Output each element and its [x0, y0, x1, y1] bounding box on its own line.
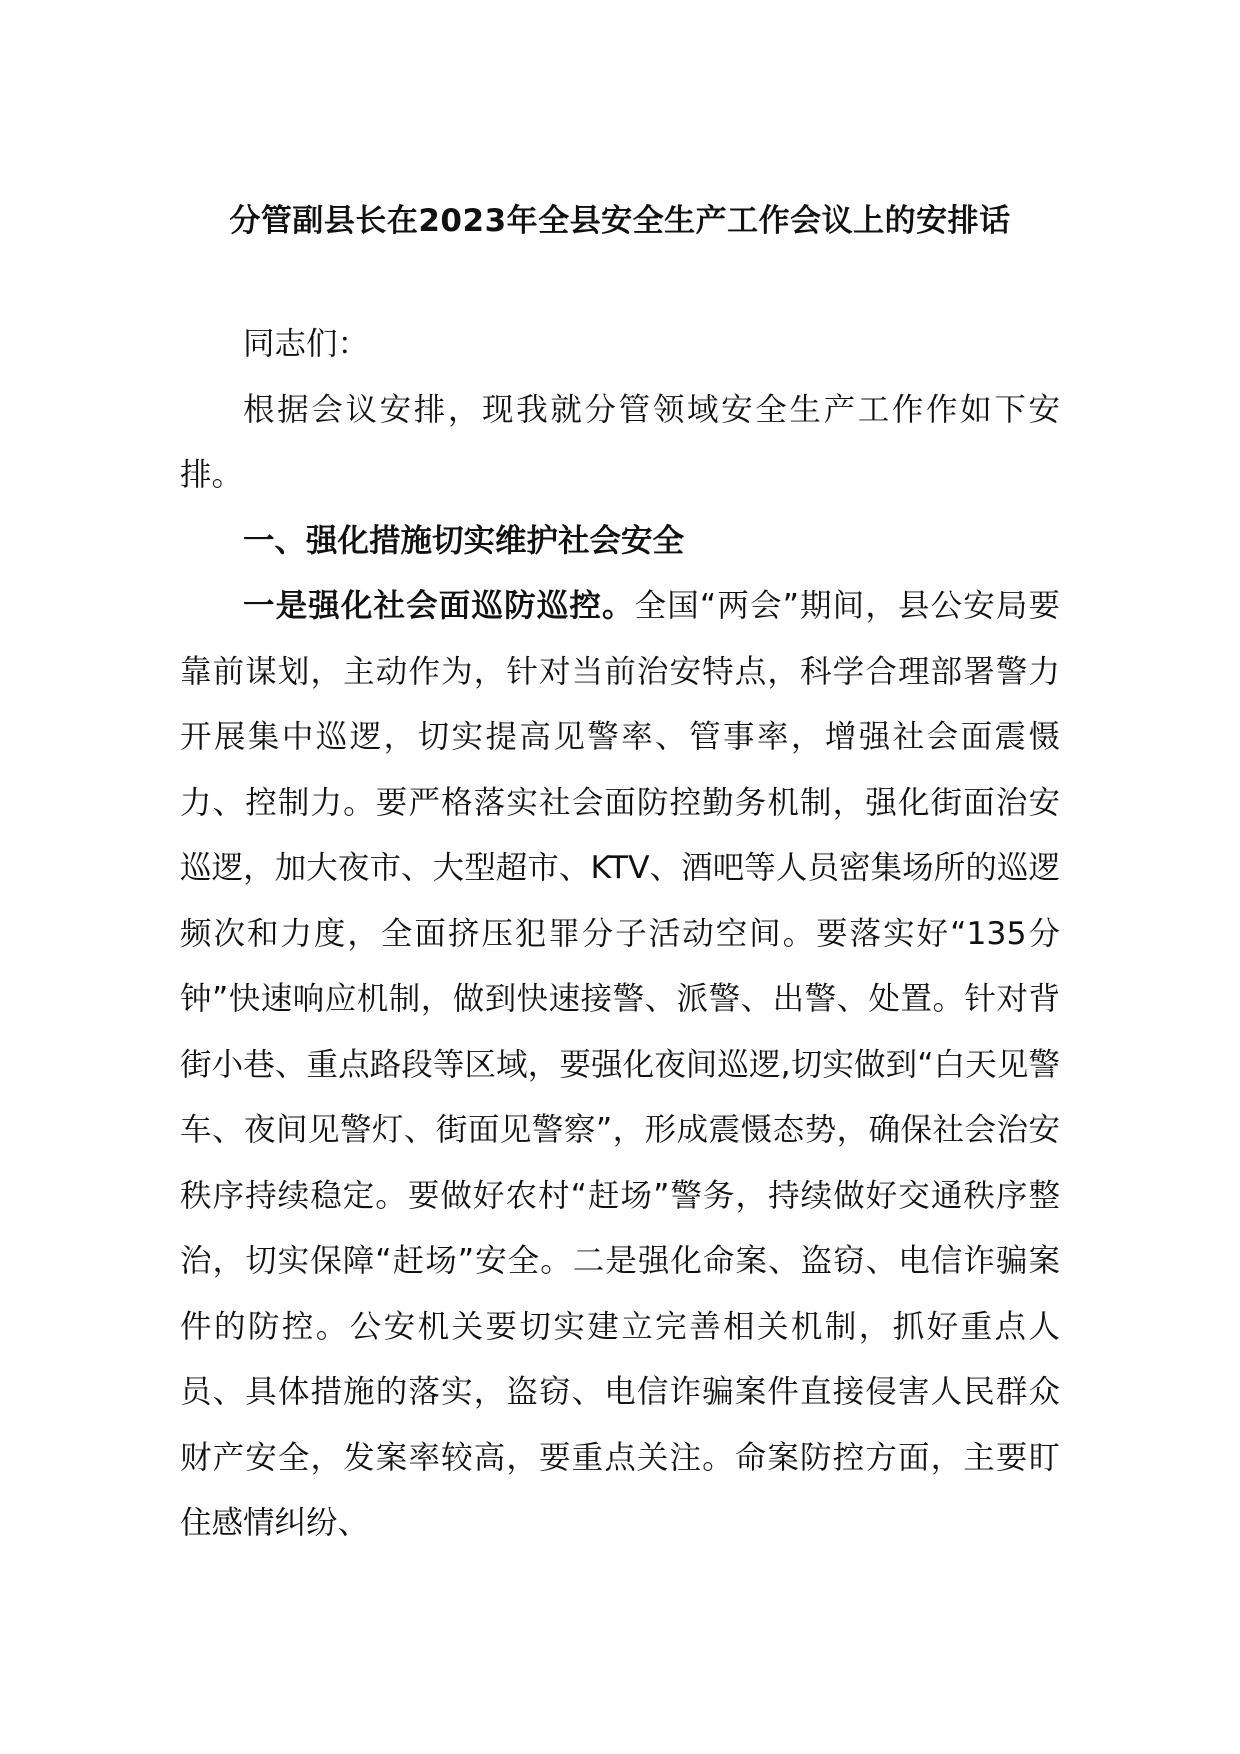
document-body	[180, 312, 1060, 1557]
section-heading: 一、强化措施切实维护社会安全	[243, 522, 685, 559]
paragraph-lead: 一是强化社会面巡防巡控。	[243, 588, 635, 624]
paragraph-text: 全国“两会”期间，县公安局要靠前谋划，主动作为，针对当前治安特点，科学合理部署警力开展集中巡逻，切实提高见警率、管事率，增强社会面震慑力、控制力。要严格落实社会面防控勤务机制，强化街面治安巡逻，加大夜市、大型超市、KTV、酒吧等人员密集场所的巡逻频次和力度，全面挤压犯罪分子活动空间。要落实好“135分钟”快速响应机制，做到快速接警、派警、出警、处置。针对背街小巷、重点路段等区域，要强化夜间巡逻,切实做到“白天见警车、夜间见警灯、街面见警察”，形成震慑态势，确保社会治安秩序持续稳定。要做好农村“赶场”警务，持续做好交通秩序整治，切实保障“赶场”安全。二是强化命案、盗窃、电信诈骗案件的防控。公安机关要切实建立完善相关机制，抓好重点人员、具体措施的落实，盗窃、电信诈骗案件直接侵害人民群众财产安全，发案率较高，要重点关注。命案防控方面，主要盯住感情纠纷、	[180, 588, 1060, 1541]
section-paragraph	[180, 574, 1060, 1557]
intro-paragraph: 根据会议安排，现我就分管领域安全生产工作作如下安排。	[180, 391, 1060, 493]
document-title: 分管副县长在2023年全县安全生产工作会议上的安排话	[229, 203, 1011, 239]
salutation: 同志们：	[243, 326, 370, 362]
